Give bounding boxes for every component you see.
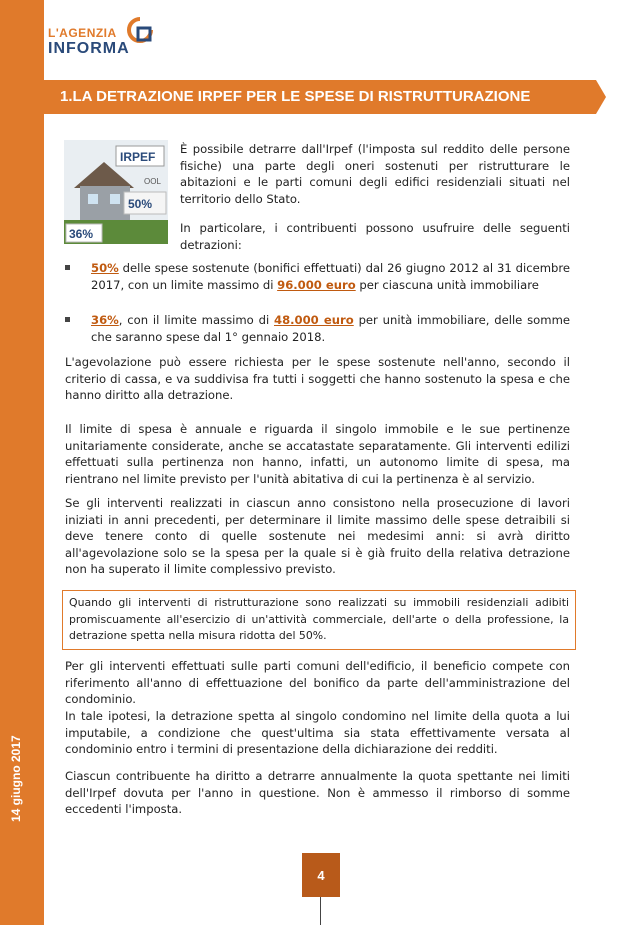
logo-mark-icon xyxy=(126,16,154,46)
bullet-text-a: delle spese sostenute (bonifici effettuati) dal 26 giugno 2012 al 31 dicembre 2017, con un limite massimo di xyxy=(91,261,570,292)
title-bar-tail xyxy=(596,80,606,114)
bullet-item-50 xyxy=(65,260,570,293)
bullet-text-b: per unità immobiliare, delle somme che saranno spese dal 1° gennaio 2018. xyxy=(91,313,570,344)
bullet-amount: 96.000 euro xyxy=(277,277,356,292)
paragraph-annual-limit: Il limite di spesa è annuale e riguarda il singolo immobile e le sue pertinenze unitariamente considerate, anche se accatastate separatamente. Gli interventi edilizi effettuati sulla pertinenza non hanno, infatti, un autonomo limite di spesa, ma rientrano nel limite previsto per l'unità abitativa di cui la pertinenza è al servizio. xyxy=(65,422,570,486)
photo-label-cool: OOL xyxy=(144,177,161,186)
highlight-box: Quando gli interventi di ristrutturazione sono realizzati su immobili residenziali adibiti promiscuamente all'esercizio di un'attività commerciale, dell'arte o della professione, la detrazione spetta nella misura ridotta del 50%. xyxy=(62,590,576,650)
paragraph-annual-quota: Ciascun contribuente ha diritto a detrarre annualmente la quota spettante nei limiti dell'Irpef dovuta per l'anno in questione. Non è ammesso il rimborso di somme eccedenti l'imposta. xyxy=(65,769,570,816)
photo-label-36: 36% xyxy=(69,227,94,241)
page-number: 4 xyxy=(317,868,325,883)
logo xyxy=(48,16,158,64)
paragraph-condominium: In tale ipotesi, la detrazione spetta al singolo condomino nel limite della quota a lui imputabile, a condizione che quest'ultima sia stata effettivamente versata al condominio entro i termini di presentazione della dichiarazione dei redditi. xyxy=(65,709,570,756)
logo-line1: L'AGENZIA xyxy=(48,26,117,40)
page-number-line xyxy=(320,897,321,925)
irpef-house-photo xyxy=(64,140,168,244)
section-title: 1.LA DETRAZIONE IRPEF PER LE SPESE DI RISTRUTTURAZIONE xyxy=(60,88,531,105)
section-title-bar xyxy=(44,80,596,114)
logo-line2: INFORMA xyxy=(48,40,130,57)
bullet-amount: 48.000 euro xyxy=(274,313,354,327)
bullet-percent: 50% xyxy=(91,261,119,275)
bullet-percent: 36% xyxy=(91,313,119,327)
bullet-item-36 xyxy=(65,312,570,345)
photo-label-irpef: IRPEF xyxy=(120,150,156,164)
side-date: 14 giugno 2017 xyxy=(9,735,23,822)
bullet-text-b: per ciascuna unità immobiliare xyxy=(355,277,539,292)
intro-paragraph-1: È possibile detrarre dall'Irpef (l'imposta sul reddito delle persone fisiche) una parte degli oneri sostenuti per ristrutturare le abitazioni e le parti comuni degli edifici residenziali situati nel territorio dello Stato. xyxy=(180,142,570,206)
paragraph-common-parts: Per gli interventi effettuati sulle parti comuni dell'edificio, il beneficio compete con riferimento all'anno di effettuazione del bonifico da parte dell'amministrazione del condominio. xyxy=(65,659,570,706)
photo-label-50: 50% xyxy=(128,197,153,211)
intro-paragraph-2: In particolare, i contribuenti possono usufruire delle seguenti detrazioni: xyxy=(180,221,570,252)
bullet-text-a: , con il limite massimo di xyxy=(118,313,274,327)
paragraph-cash-criterion: L'agevolazione può essere richiesta per le spese sostenute nell'anno, secondo il criterio di cassa, e va suddivisa fra tutti i soggetti che hanno sostenuto la spesa e che hanno diritto alla detrazione. xyxy=(65,355,570,402)
bullet-marker xyxy=(65,317,70,322)
page-number-box xyxy=(302,853,340,897)
paragraph-continued-works: Se gli interventi realizzati in ciascun anno consistono nella prosecuzione di lavori iniziati in anni precedenti, per determinare il limite massimo delle spese detraibili si deve tenere conto di quelle sostenute nei medesimi anni: si avrà diritto all'agevolazione solo se la spesa per la quale si è già fruito della relativa detrazione non ha superato il limite complessivo previsto. xyxy=(65,496,570,576)
bullet-marker xyxy=(65,265,70,270)
